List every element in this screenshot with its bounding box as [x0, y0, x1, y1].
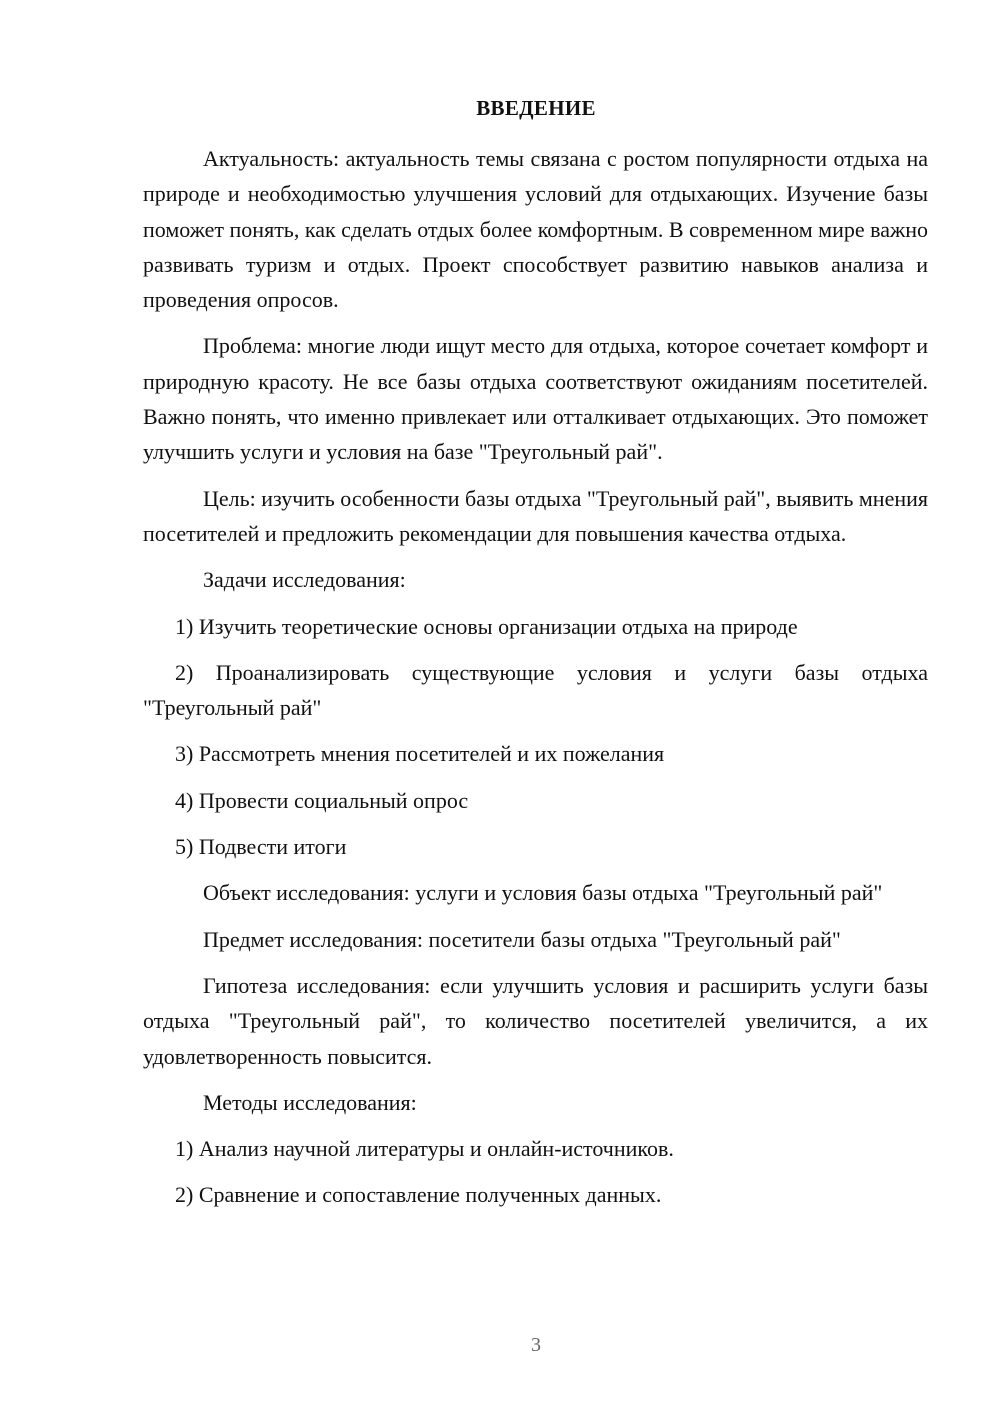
method-item: 2) Сравнение и сопоставление полученных данных. [175, 1182, 662, 1208]
problem-paragraph: Проблема: многие люди ищут место для отдыха, которое сочетает комфорт и природную красоту. Не все базы отдыха соответствуют ожиданиям посетителей. Важно понять, что именно привлекает или отталкивает отдыхающих. Это поможет улучшить услуги и условия на базе "Треугольный рай". [143, 333, 928, 465]
task-item: 4) Провести социальный опрос [175, 787, 469, 813]
task-item: 1) Изучить теоретические основы организации отдыха на природе [175, 613, 798, 639]
object-paragraph: Объект исследования: услуги и условия базы отдыха "Треугольный рай" [203, 880, 883, 906]
methods-title: Методы исследования: [203, 1089, 417, 1115]
method-item: 1) Анализ научной литературы и онлайн-источников. [175, 1136, 674, 1162]
section-heading: ВВЕДЕНИЕ [476, 96, 596, 120]
task-item: 5) Подвести итоги [175, 834, 347, 860]
hypothesis-paragraph: Гипотеза исследования: если улучшить условия и расширить услуги базы отдыха "Треугольный рай", то количество посетителей увеличится, а их удовлетворенность повысится. [143, 972, 928, 1069]
task-item: 3) Рассмотреть мнения посетителей и их пожелания [175, 741, 665, 767]
tasks-title: Задачи исследования: [203, 567, 406, 593]
page-number: 3 [531, 1334, 541, 1356]
document-body [143, 141, 928, 1213]
relevance-paragraph: Актуальность: актуальность темы связана с ростом популярности отдыха на природе и необходимостью улучшения условий для отдыхающих. Изучение базы поможет понять, как сделать отдых более комфортным. В современном мире важно развивать туризм и отдых. Проект способствует развитию навыков анализа и проведения опросов. [143, 146, 928, 313]
subject-paragraph: Предмет исследования: посетители базы отдыха "Треугольный рай" [203, 926, 841, 952]
goal-paragraph: Цель: изучить особенности базы отдыха "Треугольный рай", выявить мнения посетителей и предложить рекомендации для повышения качества отдыха. [143, 485, 928, 546]
task-item: 2) Проанализировать существующие условия и услуги базы отдыха "Треугольный рай" [143, 659, 928, 721]
